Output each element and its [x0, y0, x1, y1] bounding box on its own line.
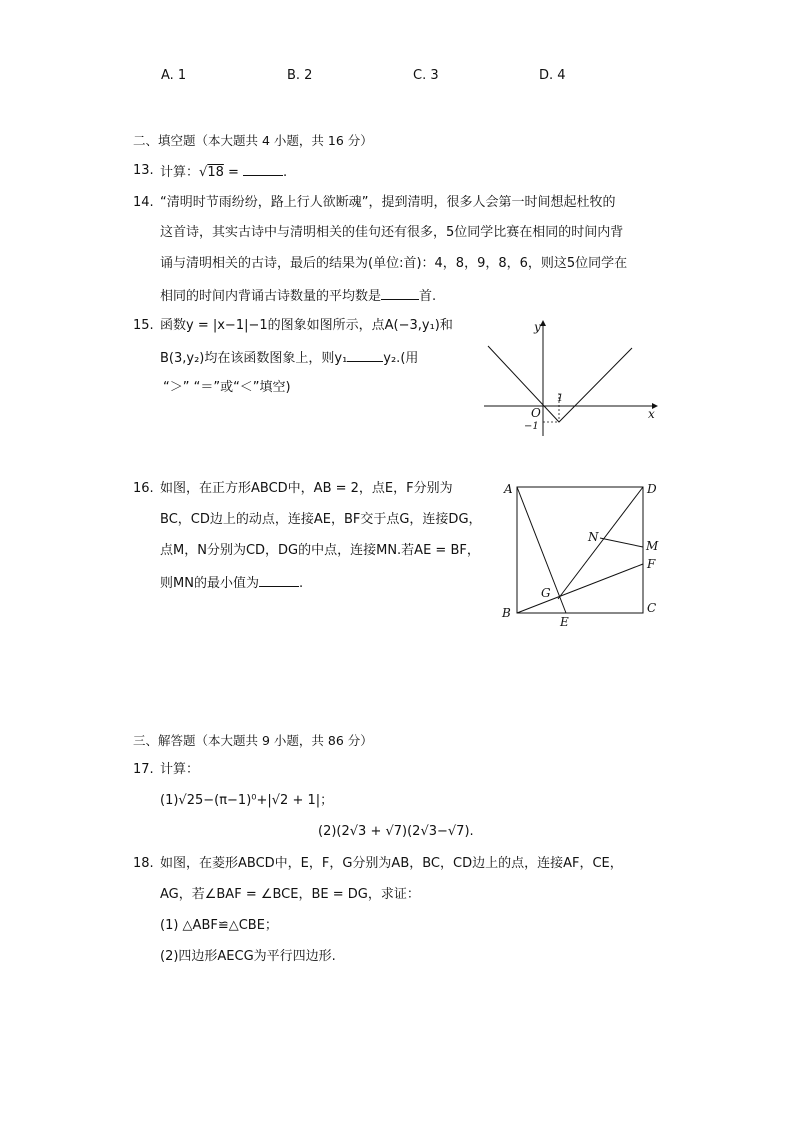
q13-radicand: 18: [207, 165, 224, 180]
point-a-label: A: [504, 482, 513, 496]
point-m-label: M: [646, 539, 659, 553]
option-a: A. 1: [161, 68, 187, 83]
graph-tick-neg-one: −1: [524, 421, 539, 432]
point-g-label: G: [541, 586, 551, 600]
q14-line-4-text: 相同的时间内背诵古诗数量的平均数是: [160, 289, 382, 304]
q18-line-2: AG，若∠BAF = ∠BCE，BE = DG，求证：: [160, 887, 420, 902]
q13-end: .: [283, 165, 288, 180]
graph-origin-label: O: [531, 406, 541, 420]
sqrt-symbol: √: [199, 165, 208, 180]
point-e-label: E: [560, 615, 569, 629]
q15-number: 15.: [133, 318, 154, 333]
q16-number: 16.: [133, 481, 154, 496]
q15-line-2-text: B(3,y₂)均在该函数图象上，则y₁: [160, 351, 348, 366]
q17-part-2: (2)(2√3 + √7)(2√3−√7).: [318, 824, 474, 839]
q16-line-1: 如图，在正方形ABCD中，AB = 2，点E，F分别为: [160, 481, 453, 496]
graph-tick-one: 1: [557, 393, 564, 404]
q16-line-4-end: .: [298, 576, 304, 591]
q13-number: 13.: [133, 163, 154, 178]
segment-mn: [600, 538, 643, 547]
q16-square-figure: [498, 478, 668, 628]
point-b-label: B: [502, 606, 511, 620]
q14-number: 14.: [133, 195, 154, 210]
q13-text: [160, 163, 287, 181]
segment-bf: [517, 564, 643, 613]
q14-line-3: 诵与清明相关的古诗，最后的结果为(单位:首)：4，8，9，8，6，则这5位同学在: [160, 256, 628, 271]
q17-prompt: 计算：: [160, 762, 200, 777]
section-3-header: 三、解答题（本大题共 9 小题，共 86 分）: [133, 733, 373, 748]
q13-prefix: 计算：: [160, 165, 200, 180]
graph-x-label: x: [648, 407, 655, 421]
q15-line-3: “＞” “＝”或“＜”填空): [163, 380, 291, 395]
point-n-label: N: [588, 530, 599, 544]
q15-line-2-end: y₂.(用: [383, 351, 419, 366]
q13-equals: =: [228, 165, 239, 180]
q14-line-1: “清明时节雨纷纷，路上行人欲断魂”，提到清明，很多人会第一时间想起杜牧的: [160, 195, 616, 210]
function-curve: [488, 346, 632, 422]
y-axis-arrow-icon: [540, 320, 546, 326]
q16-line-2: BC，CD边上的动点，连接AE，BF交于点G，连接DG，: [160, 512, 482, 527]
option-d: D. 4: [539, 68, 566, 83]
q15-line-2: [160, 349, 418, 367]
q18-number: 18.: [133, 856, 154, 871]
q15-answer-blank: [347, 349, 383, 362]
q18-part-2: (2)四边形AECG为平行四边形.: [160, 949, 336, 964]
q16-line-4-text: 则MN的最小值为: [160, 576, 259, 591]
graph-y-label: y: [534, 320, 541, 334]
q16-answer-blank: [259, 574, 299, 587]
point-f-label: F: [647, 557, 656, 571]
q14-line-4: [160, 287, 436, 305]
q18-line-1: 如图，在菱形ABCD中，E，F，G分别为AB，BC，CD边上的点，连接AF，CE，: [160, 856, 623, 871]
point-c-label: C: [647, 601, 657, 615]
q17-number: 17.: [133, 762, 154, 777]
q15-function-graph: [480, 318, 660, 438]
q16-line-4: [160, 574, 303, 592]
q14-line-4-end: 首.: [419, 289, 437, 304]
q17-part-1: (1)√25−(π−1)⁰+|√2 + 1|；: [160, 793, 334, 808]
option-b: B. 2: [287, 68, 313, 83]
q14-answer-blank: [381, 287, 419, 300]
point-d-label: D: [647, 482, 657, 496]
q14-line-2: 这首诗，其实古诗中与清明相关的佳句还有很多，5位同学比赛在相同的时间内背: [160, 225, 624, 240]
q16-line-3: 点M，N分别为CD，DG的中点，连接MN.若AE = BF，: [160, 543, 480, 558]
q15-line-1: 函数y = |x−1|−1的图象如图所示，点A(−3,y₁)和: [160, 318, 453, 333]
square-abcd: [517, 487, 643, 613]
q13-answer-blank: [243, 163, 283, 176]
segment-dg: [558, 487, 643, 599]
q18-part-1: (1) △ABF≌△CBE；: [160, 918, 278, 933]
option-c: C. 3: [413, 68, 439, 83]
section-2-header: 二、填空题（本大题共 4 小题，共 16 分）: [133, 133, 373, 148]
